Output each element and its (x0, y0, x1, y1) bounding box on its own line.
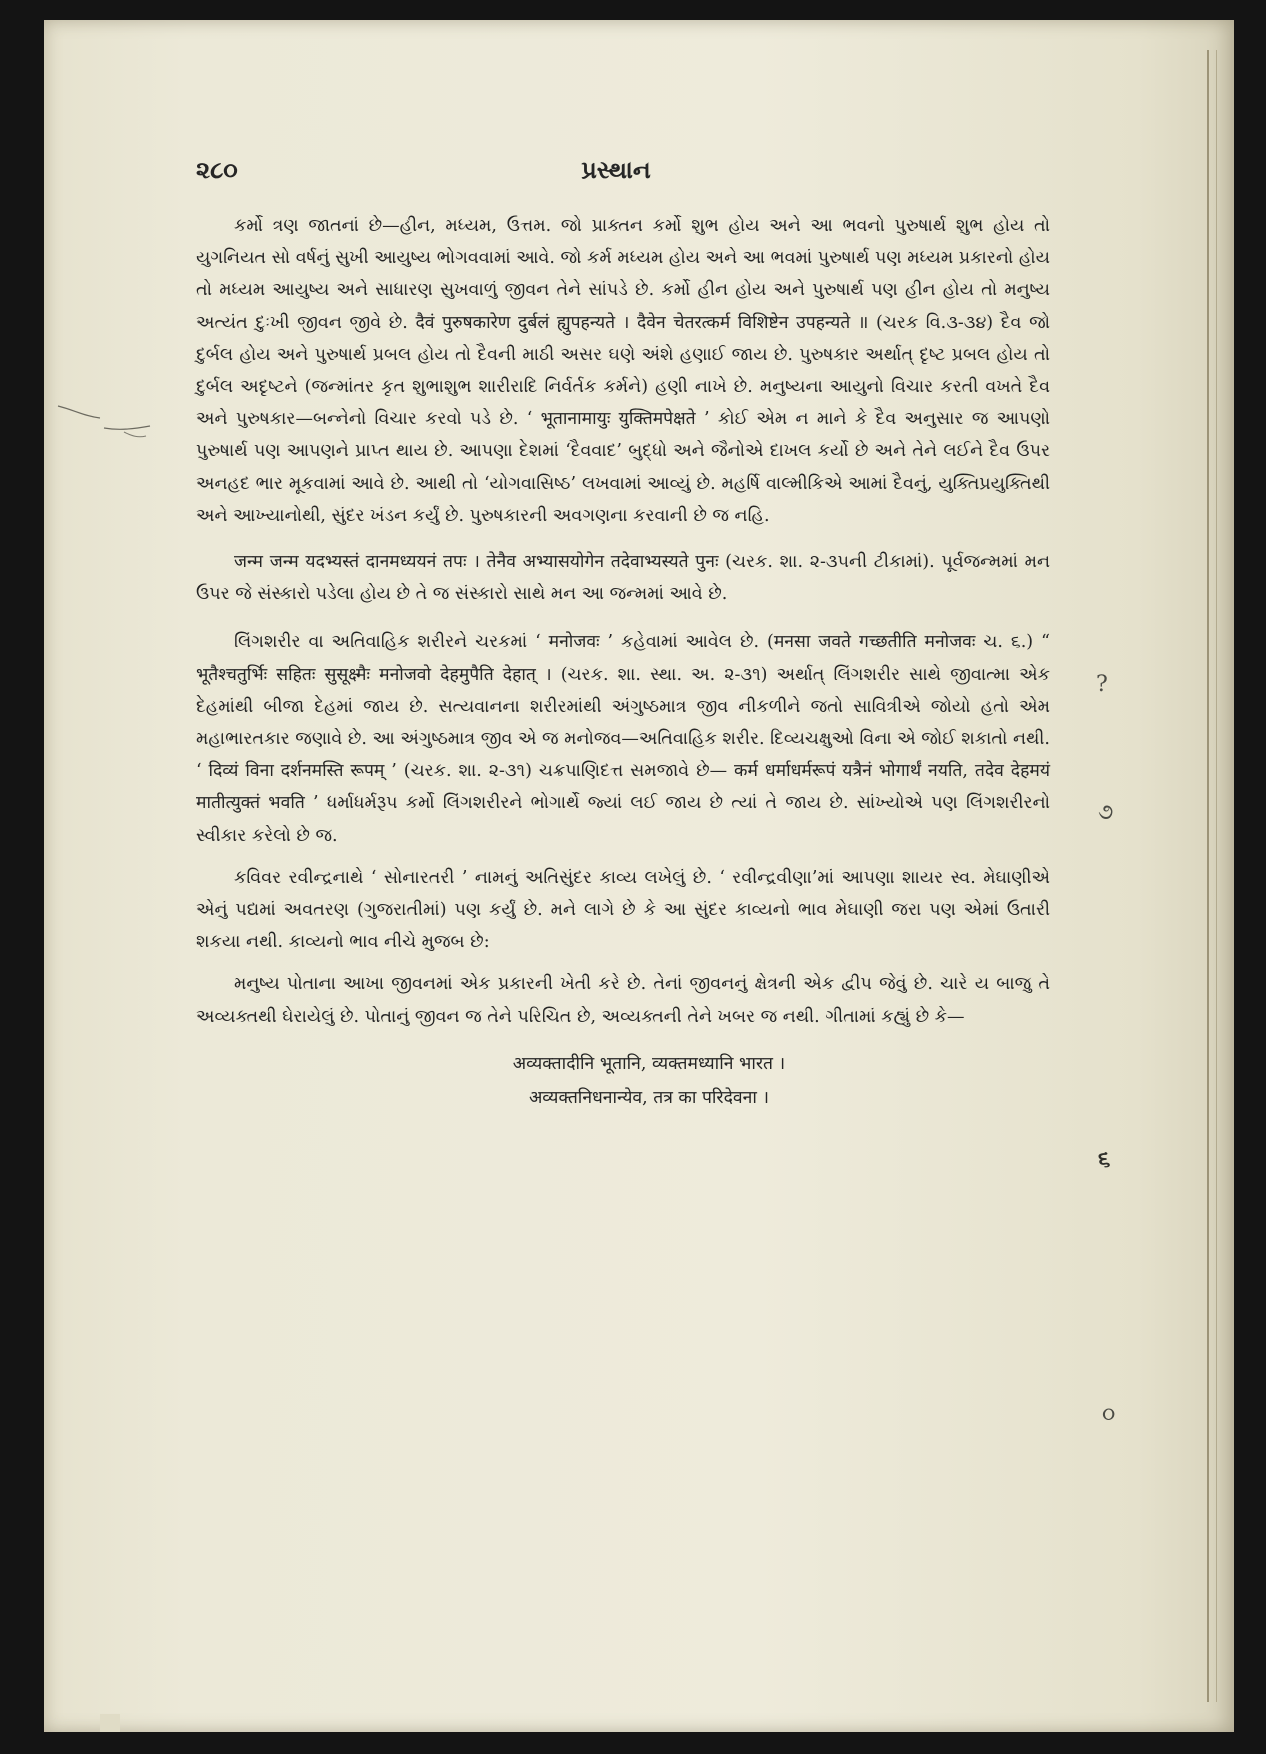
paragraph-life-field: મનુષ્ય પોતાના આખા જીવનમાં એક પ્રકારની ખેતી કરે છે. તેનાં જીવનનું ક્ષેત્રની એક દ્વીપ જેવું છે. ચારે ય બાજુ તે અવ્યક્તથી ઘેરાયેલું છે. પોતાનું જીવન જ તેને પરિચિત છે, અવ્યક્તની તેને ખબર જ નથી. ગીતામાં કહ્યું છે કે— (196, 974, 1050, 1027)
verse-line: अव्यक्तनिधनान्येव, तत्र का परिदेवना । (528, 1087, 770, 1108)
margin-mark: ૬ (1098, 1146, 1111, 1172)
running-title: પ્રસ્થાન (581, 155, 651, 184)
paragraph-sonartari: કવિવર રવીન્દ્રનાથે ‘ સોનારતરી ’ નામનું અતિસુંદર કાવ્ય લખેલું છે. ‘ રવીન્દ્રવીણા’માં આપણા શાયર સ્વ. મેઘાણીએ એનું પદ્યમાં અવતરણ (ગુજરાતીમાં) પણ કર્યું છે. મને લાગે છે કે આ સુંદર કાવ્યનો ભાવ મેઘાણી જરા પણ એમાં ઉતારી શકયા નથી. કાવ્યનો ભાવ નીચે મુજબ છે: (196, 867, 1050, 953)
page-number: ૨૮૦ (196, 155, 238, 184)
page-fold-line (1207, 50, 1209, 1702)
paragraph-sanskara: जन्म जन्म यदभ्यस्तं दानमध्ययनं तपः । तेनैव अभ्यासयोगेन तदेवाभ्यस्यते पुनः (ચરક. શા. ૨-૩૫ની ટીકામાં). પૂર્વજન્મમાં મન ઉપર જે સંસ્કારો પડેલા હોય છે તે જ સંસ્કારો સાથે મન આ જન્મમાં આવે છે. (196, 552, 1050, 605)
page-fold-line-secondary (1216, 50, 1217, 1702)
margin-pencil-scribble (54, 396, 154, 466)
margin-mark: ૭ (1098, 800, 1114, 825)
verse-line: अव्यक्तादीनि भूतानि, व्यक्तमध्यानि भारत । (512, 1053, 786, 1074)
paragraph-karma: કર્મો ત્રણ જાતનાં છે—હીન, મધ્યમ, ઉત્તમ. જો પ્રાક્તન કર્મો શુભ હોય અને આ ભવનો પુરુષાર્થ શુભ હોય તો યુગનિયત સો વર્ષનું સુખી આયુષ્ય ભોગવવામાં આવે. જો કર્મ મધ્યમ હોય અને આ ભવમાં પુરુષાર્થ પણ મધ્યમ પ્રકારનો હોય તો મધ્યમ આયુષ્ય અને સાધારણ સુખવાળું જીવન તેને સાંપડે છે. કર્મો હીન હોય અને પુરુષાર્થ પણ હીન હોય તો મનુષ્ય અત્યંત દુઃખી જીવન જીવે છે. दैवं पुरुषकारेण दुर्बलं ह्युपहन्यते । दैवेन चेतरत्कर्म विशिष्टेन उपहन्यते ॥ (ચરક વિ.૩-૩૪) દૈવ જો દુર્બલ હોય અને પુરુષાર્થ પ્રબલ હોય તો દૈવની માઠી અસર ઘણે અંશે હણાઈ જાય છે. પુરુષકાર અર્થાત્ દૃષ્ટ પ્રબલ હોય તો દુર્બલ અદૃષ્ટને (જન્માંતર કૃત શુભાશુભ શારીરાદિ નિર્વર્તક કર્મને) હણી નાખે છે. મનુષ્યના આયુનો વિચાર કરતી વખતે દૈવ અને પુરુષકાર—બન્નેનો વિચાર કરવો પડે છે. ‘ भूतानामायुः युक्तिमपेक्षते ’ કોઈ એમ ન માને કે દૈવ અનુસાર જ આપણો પુરુષાર્થ પણ આપણને પ્રાપ્ત થાય છે. આપણા દેશમાં ‘દૈવવાદ’ બુદ્ધો અને જૈનોએ દાખલ કર્યો છે અને તેને લઈને દૈવ ઉપર અનહદ ભાર મૂકવામાં આવે છે. આથી તો ‘યોગવાસિષ્ઠ’ લખવામાં આવ્યું છે. મહર્ષિ વાલ્મીકિએ આમાં દૈવનું, યુક્તિપ્રયુક્તિથી અને આખ્યાનોથી, સુંદર ખંડન કર્યું છે. પુરુષકારની અવગણના કરવાની છે જ નહિ. (196, 216, 1050, 526)
margin-mark: ૦ (1102, 1402, 1116, 1427)
paragraph-lingasharira: લિંગશરીર વા અતિવાહિક શરીરને ચરકમાં ‘ मनोजवः ’ કહેવામાં આવેલ છે. (मनसा जवते गच्छतीति मनोजवः ચ. ૬.) “ भूतैश्चतुर्भिः सहितः सुसूक्ष्मैः मनोजवो देहमुपैति देहात् । (ચરક. શા. સ્થા. અ. ૨-૩૧) અર્થાત્ લિંગશરીર સાથે જીવાત્મા એક દેહમાંથી બીજા દેહમાં જાય છે. સત્યવાનના શરીરમાંથી અંગુષ્ઠમાત્ર જીવ નીકળીને જતો સાવિત્રીએ જોયો હતો એમ મહાભારતકાર જણાવે છે. આ અંગુષ્ઠમાત્ર જીવ એ જ મનોજવ—અતિવાહિક શરીર. દિવ્યચક્ષુઓ વિના એ જોઈ શકાતો નથી. ‘ दिव्यं विना दर्शनमस्ति रूपम् ’ (ચરક. શા. ૨-૩૧) ચક્રપાણિદત્ત સમજાવે છે— कर्म धर्माधर्मरूपं यत्रैनं भोगार्थं नयति, तदेव देहमयं मातीत्युक्तं भवति ’ ધર્માધર્મરૂપ કર્મો લિંગશરીરને ભોગાર્થે જ્યાં લઈ જાય છે ત્યાં તે જાય છે. સાંખ્યોએ પણ લિંગશરીરનો સ્વીકાર કરેલો છે જ. (196, 632, 1051, 846)
body-text (196, 210, 1050, 1115)
page-header (196, 155, 1036, 191)
margin-mark: ? (1096, 672, 1108, 697)
gita-verse (196, 1047, 1050, 1115)
page-edge-tab (100, 1714, 120, 1732)
